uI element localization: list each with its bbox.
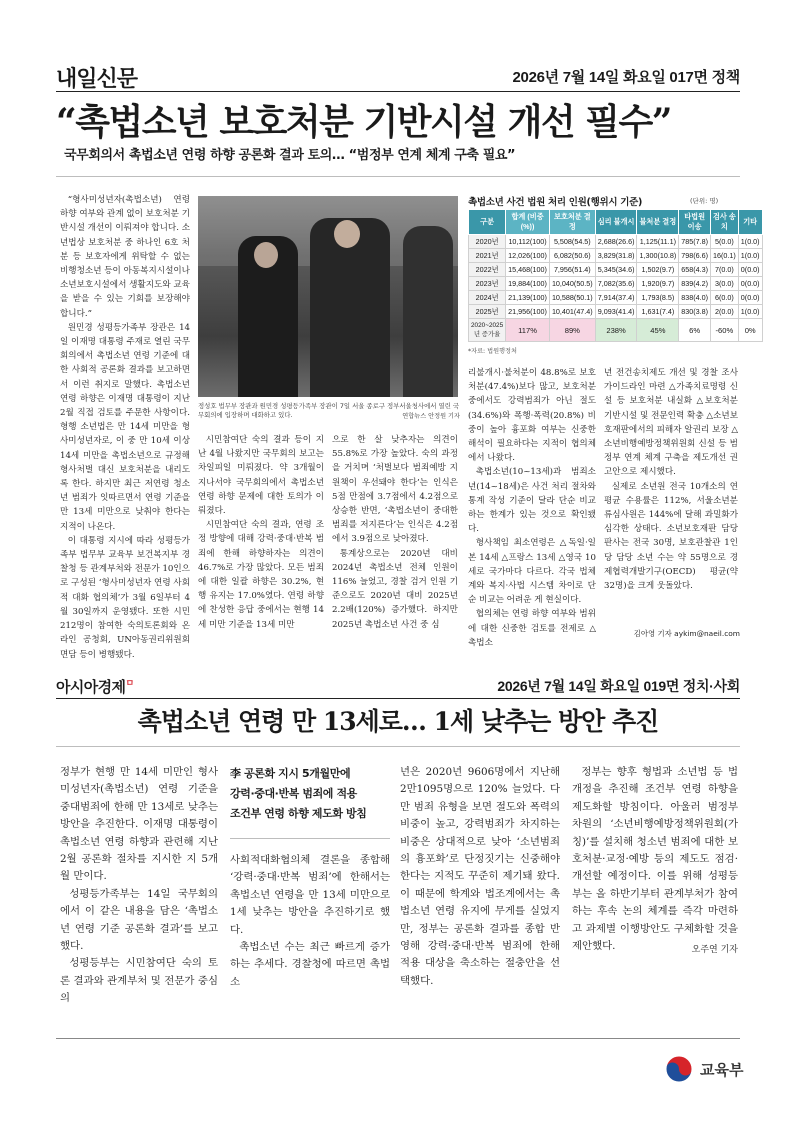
table-cell: 45%: [637, 319, 679, 342]
table-header-cell: 구분: [469, 210, 506, 235]
table-cell: 6,082(50.6): [549, 249, 595, 263]
publisher-name: 아시아경제: [56, 678, 126, 696]
photo-face-center: [334, 220, 360, 248]
sub-headline-line: 李 공론화 지시 5개월만에: [230, 767, 351, 780]
table-cell: 5,508(54.5): [549, 235, 595, 249]
table-cell: 7,082(35.6): [595, 277, 637, 291]
table-cell: 839(4.2): [679, 277, 711, 291]
publisher-logo-naeil: 내일신문: [56, 67, 138, 92]
paragraph: 정부가 현행 만 14세 미만인 형사미성년자(촉법소년) 연령 기준을 중대범죄에 한해 만 13세로 낮추는 방안을 추진한다. 이재명 대통령이 촉법소년 연령 하향과 관련해 지난 2월 공론화 절차를 지시한 지 5개월 만이다.: [60, 766, 218, 883]
sub-headline-box: [230, 764, 390, 824]
byline: 오주연 기자: [691, 945, 738, 955]
table-cell: 798(6.6): [679, 249, 711, 263]
table-row: [469, 235, 763, 249]
table-header-cell: 심리 불개시: [595, 210, 637, 235]
table-cell: 2020~2025년 증가율: [469, 319, 506, 342]
footer-rule: [56, 1038, 740, 1039]
taegeuk-emblem-icon: [664, 1054, 694, 1084]
table-cell: 2(0.0): [711, 305, 739, 319]
headline: 촉법소년 연령 만 13세로… 1세 낮추는 방안 추진: [137, 707, 659, 736]
headline: “촉법소년 보호처분 기반시설 개선 필수”: [56, 101, 671, 143]
article2-column-2: [230, 852, 390, 991]
table-row: [469, 249, 763, 263]
table-cell: 2020년: [469, 235, 506, 249]
table-cell: 0%: [738, 319, 762, 342]
dateline: 2026년 7월 14일 화요일 017면 정책: [512, 69, 740, 86]
table-cell: 3(0.0): [711, 277, 739, 291]
table-cell: 238%: [595, 319, 637, 342]
table-row: [469, 291, 763, 305]
paragraph: 촉법소년(10~13세)과 범죄소년(14~18세)은 사건 처리 절차와 통계 작성 기준이 달라 단순 비교하는 한계가 있는 것으로 확인됐다.: [468, 467, 596, 535]
paragraph: 성평등부는 시민참여단 숙의 토론 결과와 관계부처 및 전문가 중심의: [60, 957, 218, 1005]
table-cell: 2025년: [469, 305, 506, 319]
table-cell: 0(0.0): [738, 263, 762, 277]
article1-column-2: [198, 433, 324, 632]
byline: 김아영 기자 aykim@naeil.com: [633, 629, 740, 638]
table-row: [469, 263, 763, 277]
paragraph: 성평등가족부는 14일 국무회의에서 이 같은 내용을 담은 ‘촉법소년 연령 기준 공론화 결과’를 보고했다.: [60, 887, 218, 953]
table-cell: 1(0.0): [738, 305, 762, 319]
table-cell: 2022년: [469, 263, 506, 277]
table-cell: 1,300(10.8): [637, 249, 679, 263]
logo-mark-icon: ㅁ: [125, 679, 134, 689]
table-title: 촉법소년 사건 법원 처리 인원(행위시 기준): [468, 197, 643, 208]
table-cell: 7(0.0): [711, 263, 739, 277]
table-unit: (단위: 명): [690, 197, 719, 205]
paragraph: 시민참여단 숙의 결과, 연령 조정 방향에 대해 강력·중대·반복 범죄에 한해 하향하자는 의견이 46.7%로 가장 많았다. 모든 범죄에 대한 일괄 하향은 30.2%, 현행 유지는 17.0%였다. 연령 하향에 찬성한 응답 중에서는 현행 14세 미만 기준을 13세 미만: [198, 520, 324, 630]
table-cell: 1,502(9.7): [637, 263, 679, 277]
table-rate-row: [469, 319, 763, 342]
news-photo: [198, 196, 458, 397]
table-cell: 117%: [506, 319, 550, 342]
table-header-cell: 타법원 이송: [679, 210, 711, 235]
paragraph: 통계상으로는 2020년 대비 2024년 촉법소년 전체 인원이 116% 늘었고, 경찰 검거 인원 기준으로도 2020년 대비 2025년 2.2배(120%) 증가했다. 하지만 2025년 촉법소년 사건 중 심: [332, 548, 458, 630]
table-header-cell: 불처분 결정: [637, 210, 679, 235]
table-cell: 16(0.1): [711, 249, 739, 263]
table-cell: 6(0.0): [711, 291, 739, 305]
photo-caption: 정성호 법무부 장관과 원민경 성평등가족부 장관이 7일 서울 종로구 정부서울청사에서 열린 국무회의에 입장하며 대화하고 있다.: [198, 402, 459, 419]
photo-person-right: [403, 226, 453, 397]
table-cell: 9,093(41.4): [595, 305, 637, 319]
stats-table: [468, 209, 763, 342]
table-cell: 2,688(26.6): [595, 235, 637, 249]
table-cell: 21,139(100): [506, 291, 550, 305]
paragraph: 실제로 소년원 전국 10개소의 연평균 수용률은 112%, 서울소년분류심사원은 144%에 달해 과밀화가 심각한 상태다. 소년보호재판 담당 판사는 전국 30명, 보호관찰관 1인당 담당 소년 수는 약 55명으로 경제협력개발기구(OECD) 평균(약 32명)을 크게 웃돌았다.: [604, 481, 738, 592]
article2-column-3: [400, 764, 560, 990]
table-cell: 2024년: [469, 291, 506, 305]
article1-column-3: [332, 433, 458, 632]
paragraph: 협의체는 연령 하향 여부와 범위에 대한 신중한 검토를 전제로 △촉법소: [468, 609, 596, 648]
publisher-logo-asiae: [56, 676, 134, 697]
table-cell: 838(4.0): [679, 291, 711, 305]
table-cell: 7,956(51.4): [549, 263, 595, 277]
paragraph: 이 대통령 지시에 따라 성평등가족부 법무부 교육부 보건복지부 경찰청 등 관계부처와 전문가 10인으로 구성된 ‘형사미성년자 연령 사회적 대화 협의체’가 3월 6일부터 4월 30일까지 운영됐다. 또한 시민 212명이 참여한 숙의토론회와 온라인 공청회, UN아동권리위원회 면담 등이 병행됐다.: [60, 535, 190, 660]
paragraph: 리불개시·불처분이 48.8%로 보호처분(47.4%)보다 많고, 보호처분 중에서도 강력범죄가 아닌 절도(34.6%)와 폭행·폭력(20.8%) 비중이 높아 흉포화 여부는 신중한 해석이 필요하다는 지적이 협의체에서 나왔다.: [468, 368, 596, 464]
table-cell: 89%: [549, 319, 595, 342]
dateline: 2026년 7월 14일 화요일 019면 정치·사회: [497, 678, 740, 694]
stats-table-wrap: [468, 209, 760, 342]
sub-headline-line: 강력·중대·반복 범죄에 적용: [230, 787, 357, 800]
table-cell: 658(4.3): [679, 263, 711, 277]
sub-headline-rule: [230, 838, 390, 839]
paragraph: 원민경 성평등가족부 장관은 14일 이재명 대통령 주재로 열린 국무회의에서 촉법소년 연령 기준에 대한 사회적 공론화 결과를 보고하면서 이런 취지로 말했다. 촉법소년 연령 하향은 이재명 대통령이 지난 2월 직접 검토를 주문한 사항이다. 형행 소년법은 만 14세 미만을 형사미성년자로, 이 중 만 10세 이상 14세 미만을 촉법소년으로 규정해 형사처벌 대신 보호처분을 내리도록 한다. 하지만 최근 저연령 청소년 범죄가 잇따르면서 연령 기준을 만 13세 미만으로 낮춰야 한다는 지적이 나온다.: [60, 322, 190, 532]
table-cell: 10,112(100): [506, 235, 550, 249]
paragraph: 으로 한 살 낮추자는 의견이 55.8%로 가장 높았다. 숙의 과정을 거치며 ‘처벌보다 범죄예방 지원책이 우선돼야 한다’는 인식은 5점 만점에 3.7점에서 4.2점으로 상승한 반면, ‘촉법소년이 중대한 범죄를 저지른다’는 인식은 4.2점에서 3.9점으로 낮아졌다.: [332, 435, 458, 545]
table-source: *자료: 법원행정처: [468, 348, 517, 355]
table-cell: 0(0.0): [738, 291, 762, 305]
table-row: [469, 277, 763, 291]
ministry-logo: [664, 1052, 764, 1086]
article1-column-1: [60, 193, 190, 662]
article1-column-5: [604, 366, 738, 593]
table-header-cell: 보호처분 결정: [549, 210, 595, 235]
table-cell: 19,884(100): [506, 277, 550, 291]
paragraph: 사회적대화협의체 결론을 종합해 ‘강력·중대·반복 범죄’에 한해서는 촉법소년 연령을 만 13세 미만으로 1세 낮추는 방안을 추진하기로 했다.: [230, 854, 390, 936]
table-cell: 1(0.0): [738, 249, 762, 263]
table-header-cell: 기타: [738, 210, 762, 235]
article1-column-4: [468, 366, 596, 650]
table-cell: 1,631(7.4): [637, 305, 679, 319]
table-cell: 5(0.0): [711, 235, 739, 249]
photo-credit: 연합뉴스 안정원 기자: [402, 413, 460, 420]
paragraph: 시민참여단 숙의 결과 등이 지난 4월 나왔지만 국무회의 보고는 차일피일 미뤄졌다. 약 3개월이 지나서야 국무회의에서 촉법소년 연령 하향 문제에 대한 토의가 이뤄졌다.: [198, 435, 324, 517]
table-header-cell: 합계 (비중(%)): [506, 210, 550, 235]
paragraph: 형사책임 최소연령은 △독일·일본 14세 △프랑스 13세 △영국 10세로 국가마다 다르다. 각국 법체계와 복지·사법 시스템 차이로 단순 비교는 어려운 게 현실이다.: [468, 538, 596, 606]
table-cell: 3,829(31.8): [595, 249, 637, 263]
table-cell: 1,920(9.7): [637, 277, 679, 291]
ministry-name: 교육부: [700, 1061, 744, 1079]
photo-face-left: [254, 242, 278, 268]
paragraph: “형사미성년자(촉법소년) 연령 하향 여부와 관계 없이 보호처분 기반시설 개선이 이뤄져야 합니다. 소년법상 보호처분 중 하나인 6호 처분 등 보호자에게 위탁할 수 없는 비행청소년 등이 아동복지시설이나 소년보호시설에서 생활지도와 교육을 받을 수 있는 기회를 보장해야 합니다.”: [60, 195, 190, 319]
headline-rule: [56, 746, 740, 747]
table-header-cell: 검사 송치: [711, 210, 739, 235]
table-cell: 785(7.8): [679, 235, 711, 249]
table-header-row: [469, 210, 763, 235]
table-cell: 0(0.0): [738, 277, 762, 291]
table-cell: 2023년: [469, 277, 506, 291]
table-cell: 830(3.8): [679, 305, 711, 319]
header-rule: [56, 91, 740, 92]
table-cell: 7,914(37.4): [595, 291, 637, 305]
table-row: [469, 305, 763, 319]
table-cell: 1,793(8.5): [637, 291, 679, 305]
table-cell: 12,026(100): [506, 249, 550, 263]
subheadline: 국무회의서 촉법소년 연령 하향 공론화 결과 토의… “범정부 연계 체계 구축 필요”: [64, 148, 516, 163]
article2-column-4: [572, 764, 738, 955]
table-cell: 2021년: [469, 249, 506, 263]
header-rule: [56, 698, 740, 699]
table-cell: 1(0.0): [738, 235, 762, 249]
paragraph: 정부는 향후 형법과 소년법 등 법 개정을 추진해 조건부 연령 하향을 제도화할 방침이다. 아울러 범정부 차원의 ‘소년비행예방정책위원회(가칭)’를 설치해 청소년 범죄에 대한 보호처분·교정·예방 등의 제도도 점검·개선할 예정이다. 이를 위해 성평등부는 올 하반기부터 관계부처가 참여하는 후속 논의 체계를 즉각 마련하고 과제별 이행방안도 구체화할 것을 제안했다.: [572, 766, 738, 953]
paragraph: 년 전건송치제도 개선 및 경찰 조사 가이드라인 마련 △가족치료명령 신설 등 보호처분 내실화 △보호처분 기반시설 및 전문인력 확충 △소년보호재판에서의 피해자 알권리 보장 △소년비행예방정책위원회 신설 등 범정부 연계 체계 구축을 제도개선 권고안으로 제시했다.: [604, 368, 738, 478]
table-cell: 1,125(11.1): [637, 235, 679, 249]
table-cell: 15,468(100): [506, 263, 550, 277]
table-cell: 10,588(50.1): [549, 291, 595, 305]
table-cell: 21,956(100): [506, 305, 550, 319]
paragraph: 년은 2020년 9606명에서 지난해 2만1095명으로 120% 늘었다. 다만 범죄 유형을 보면 절도와 폭력의 비중이 높고, 강력범죄가 차지하는 비중은 상대적으로 낮아 ‘소년범죄의 흉포화’로 단정짓기는 신중해야 한다는 지적도 꾸준히 제기돼 왔다. 이 때문에 학계와 법조계에서는 촉법소년 연령 유지에 무게를 실었지만, 정부는 공론화 결과를 종합 반영해 강력·중대·반복 범죄에 한해 적용 대상을 축소하는 절충안을 선택했다.: [400, 766, 560, 987]
paragraph: 촉법소년 수는 최근 빠르게 증가하는 추세다. 경찰청에 따르면 촉법소: [230, 941, 390, 988]
table-cell: -60%: [711, 319, 739, 342]
table-cell: 5,345(34.6): [595, 263, 637, 277]
table-cell: 10,401(47.4): [549, 305, 595, 319]
subheadline-rule: [56, 176, 740, 177]
article2-column-1: [60, 764, 218, 1008]
table-cell: 6%: [679, 319, 711, 342]
sub-headline-line: 조건부 연령 하향 제도화 방침: [230, 807, 367, 820]
table-cell: 10,040(50.5): [549, 277, 595, 291]
